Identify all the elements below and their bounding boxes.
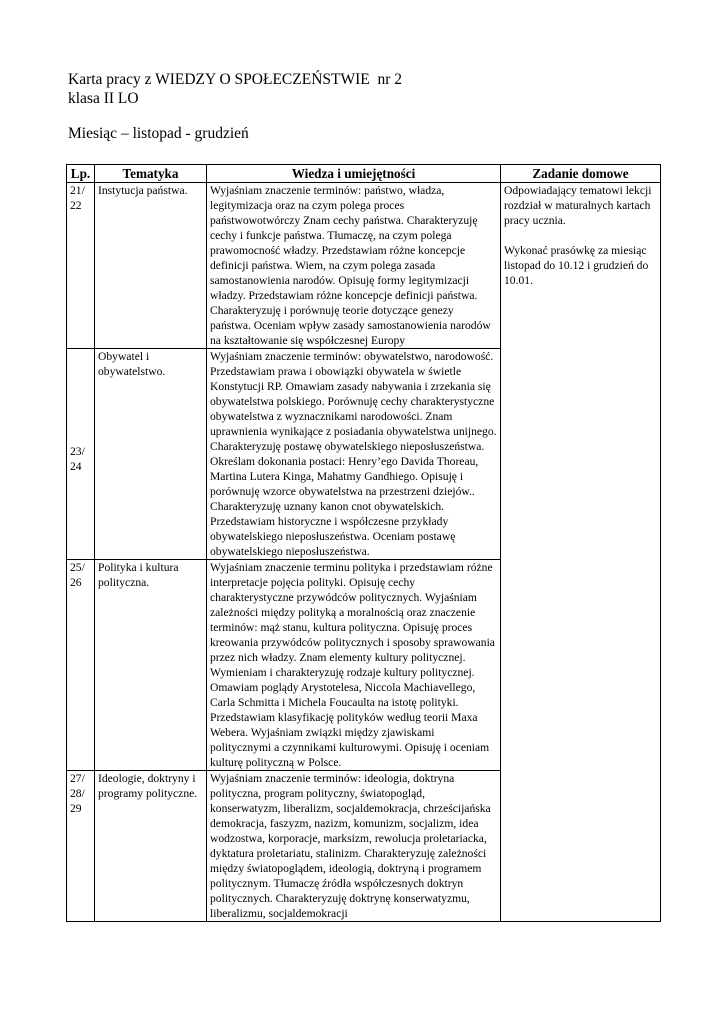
table-row (67, 183, 661, 349)
homework-item: Odpowiadający tematowi lekcji rozdział w maturalnych kartach pracy ucznia. (504, 184, 652, 227)
homework-cell (501, 183, 661, 922)
class-label: klasa II LO (68, 90, 139, 107)
lesson-skills: Wyjaśniam znaczenie terminów: ideologia, doktryna polityczna, program polityczny, światopogląd, konserwatyzm, liberalizm, socjaldemokracja, chrześcijańska demokracja, faszyzm, nazizm, komunizm, socjalizm, idea wodzostwa, korporacje, marksizm, rewolucja proletariacka, dyktatura proletariatu, stalinizm. Charakteryzuję zależności między światopoglądem, ideologią, doktryną i programem politycznym. Tłumaczę źródła współczesnych doktryn politycznych. Charakteryzuję doktrynę konserwatyzmu, liberalizmu, socjaldemokracji (207, 771, 501, 922)
column-header-lp: Lp. (67, 165, 95, 183)
curriculum-table (66, 164, 661, 922)
homework-item: Wykonać prasówkę za miesiąc listopad do 10.12 i grudzień do 10.01. (504, 244, 649, 287)
lesson-skills: Wyjaśniam znaczenie terminów: obywatelstwo, narodowość. Przedstawiam prawa i obowiązki obywatela w świetle Konstytucji RP. Omawiam zasady nabywania i zrzekania się obywatelstwa polskiego. Porównuję cechy charakterystyczne obywatelstwa z wyznacznikami narodowości. Znam uprawnienia wynikające z posiadania obywatelstwa unijnego. Charakteryzuję postawę obywatelskiego nieposłuszeństwa. Określam dokonania postaci: Henry’ego Davida Thoreau, Martina Lutera Kinga, Mahatmy Gandhiego. Opisuję i porównuję wzorce obywatelstwa na przestrzeni dziejów.. Charakteryzuję uznany kanon cnot obywatelskich. Przedstawiam historyczne i współczesne przykłady obywatelskiego nieposłuszeństwa. Oceniam postawę obywatelskiego nieposłuszeństwa. (207, 349, 501, 560)
table-header-row (67, 165, 661, 183)
lesson-number: 27/ 28/ 29 (67, 771, 95, 922)
lesson-number: 21/ 22 (67, 183, 95, 349)
lesson-number: 25/ 26 (67, 560, 95, 771)
lesson-skills: Wyjaśniam znaczenie terminów: państwo, władza, legitymizacja oraz na czym polega proces państwowotwórczy Znam cechy państwa. Charakteryzuję cechy i funkcje państwa. Tłumaczę, na czym polega prawomocność władzy. Przedstawiam różne koncepcje definicji państwa. Wiem, na czym polega zasada samostanowienia narodów. Opisuję formy legitymizacji władzy. Przedstawiam różne koncepcje definicji państwa. Charakteryzuję i porównuję teorie dotyczące genezy państwa. Oceniam wpływ zasady samostanowienia narodów na kształtowanie się współczesnej Europy (207, 183, 501, 349)
lesson-number: 23/ 24 (67, 349, 95, 560)
lesson-topic: Obywatel i obywatelstwo. (95, 349, 207, 560)
month-range: Miesiąc – listopad - grudzień (68, 125, 249, 142)
column-header-topic: Tematyka (95, 165, 207, 183)
lesson-topic: Ideologie, doktryny i programy polityczne. (95, 771, 207, 922)
worksheet-title: Karta pracy z WIEDZY O SPOŁECZEŃSTWIE nr 2 (68, 71, 403, 88)
column-header-homework: Zadanie domowe (501, 165, 661, 183)
column-header-skills: Wiedza i umiejętności (207, 165, 501, 183)
lesson-skills: Wyjaśniam znaczenie terminu polityka i przedstawiam różne interpretacje pojęcia polityki. Opisuję cechy charakterystyczne przywódców politycznych. Wyjaśniam zależności między polityką a moralnością oraz znaczenie terminów: mąż stanu, kultura polityczna. Opisuję proces kreowania przywódców politycznych i sposoby sprawowania przez nich władzy. Znam elementy kultury politycznej. Wymieniam i charakteryzuję rodzaje kultury politycznej. Omawiam poglądy Arystotelesa, Niccola Machiavellego, Carla Schmitta i Michela Foucaulta na istotę polityki. Przedstawiam klasyfikację polityków według teorii Maxa Webera. Wyjaśniam związki między zjawiskami politycznymi a czynnikami kulturowymi. Opisuję i oceniam kulturę polityczną w Polsce. (207, 560, 501, 771)
document-header (68, 70, 402, 108)
lesson-topic: Polityka i kultura polityczna. (95, 560, 207, 771)
lesson-topic: Instytucja państwa. (95, 183, 207, 349)
